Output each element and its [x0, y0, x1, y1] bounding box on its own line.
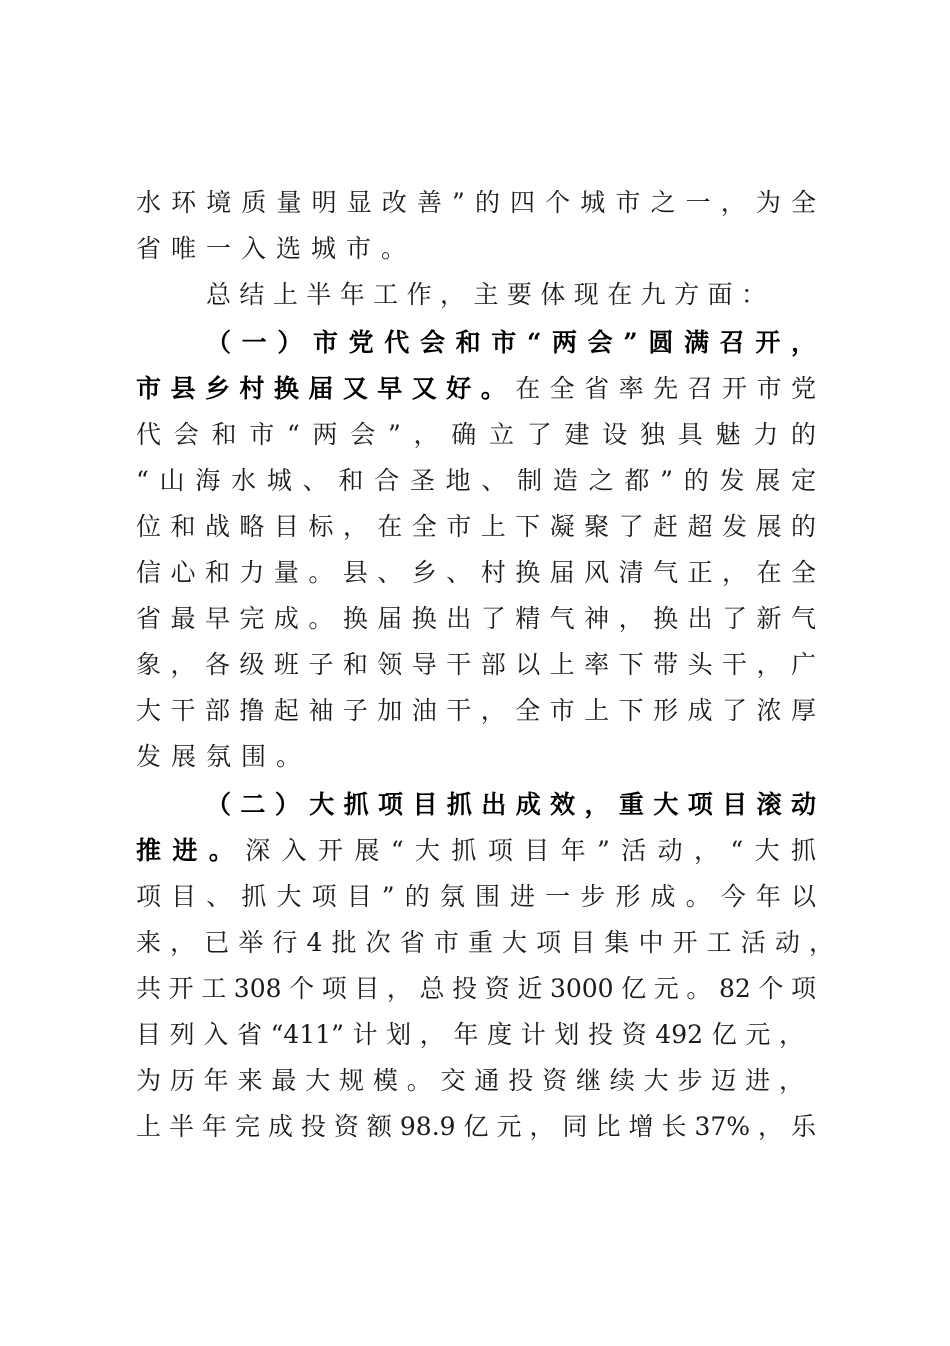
line-text: 来，已举行4批次省市重大项目集中开工活动，	[136, 928, 834, 957]
line-text: 目列入省“411”计划，年度计划投资492亿元，	[136, 1020, 804, 1049]
line-text: 深入开展“大抓项目年”活动，“大抓	[245, 836, 816, 865]
text-line-18	[136, 966, 816, 1012]
line-text: 象，各级班子和领导干部以上率下带头干，广	[136, 650, 816, 679]
line-text: 水环境质量明显改善”的四个城市之一，为全	[136, 188, 816, 217]
text-line-21	[136, 1104, 816, 1150]
text-line-17	[136, 920, 834, 966]
text-line-9	[136, 550, 816, 596]
text-line-19	[136, 1012, 804, 1058]
text-line-15	[136, 828, 816, 874]
heading-bold-text: （二）大抓项目抓出成效，重大项目滚动	[206, 790, 816, 819]
section-heading-1	[206, 320, 816, 366]
line-text: 省唯一入选城市。	[136, 234, 417, 263]
text-line-8	[136, 504, 816, 550]
line-text: 代会和市“两会”，确立了建设独具魅力的	[136, 420, 816, 449]
text-line-16	[136, 874, 816, 920]
line-text: 项目、抓大项目”的氛围进一步形成。今年以	[136, 882, 816, 911]
line-text: 大干部撸起袖子加油干，全市上下形成了浓厚	[136, 696, 816, 725]
heading-bold-text: 推进。	[136, 836, 246, 865]
text-line-12	[136, 688, 816, 734]
line-text: 共开工308个项目，总投资近3000亿元。82个项	[136, 974, 816, 1003]
text-line-13	[136, 734, 816, 780]
text-line-3	[206, 272, 766, 318]
line-text: 上半年完成投资额98.9亿元，同比增长37%，乐	[136, 1112, 816, 1141]
line-text: “山海水城、和合圣地、制造之都”的发展定	[136, 466, 816, 495]
text-line-6	[136, 412, 816, 458]
section-heading-2	[206, 782, 816, 828]
line-text: 为历年来最大规模。交通投资继续大步迈进，	[136, 1066, 804, 1095]
text-line-20	[136, 1058, 804, 1104]
text-line-11	[136, 642, 816, 688]
line-text: 发展氛围。	[136, 742, 312, 771]
line-text: 信心和力量。县、乡、村换届风清气正，在全	[136, 558, 816, 587]
line-text: 总结上半年工作，主要体现在九方面：	[206, 280, 766, 309]
text-line-7	[136, 458, 816, 504]
text-line-2	[136, 226, 816, 272]
text-line-10	[136, 596, 816, 642]
text-line-1	[136, 180, 816, 226]
line-text: 在全省率先召开市党	[515, 374, 816, 403]
heading-bold-text: 市县乡村换届又早又好。	[136, 374, 516, 403]
heading-bold-text: （一）市党代会和市“两会”圆满召开，	[206, 328, 816, 357]
line-text: 省最早完成。换届换出了精气神，换出了新气	[136, 604, 816, 633]
text-line-5	[136, 366, 816, 412]
line-text: 位和战略目标，在全市上下凝聚了赶超发展的	[136, 512, 816, 541]
